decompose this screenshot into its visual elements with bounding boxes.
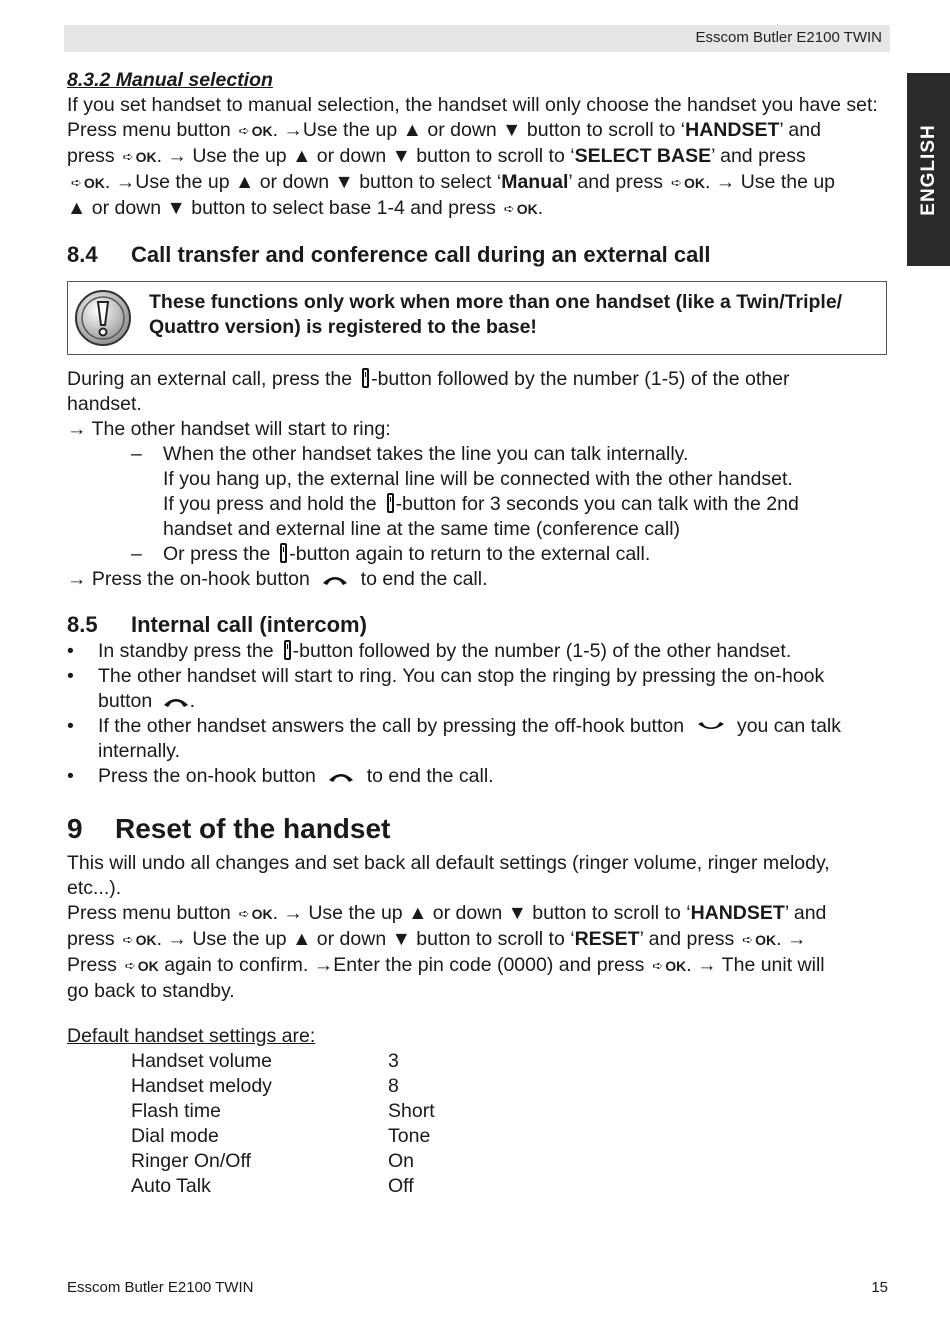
language-tab [907,73,950,266]
bullet-item-3-cont: internally. [98,740,181,762]
text: ’ and press [639,928,735,950]
text: ’ and [779,119,821,141]
text: button [98,690,153,712]
bullet-marker: • [67,640,74,662]
setting-value: Tone [388,1125,431,1147]
warning-note [67,281,887,355]
text: -button for 3 seconds you can talk with the 2nd [395,493,799,515]
settings-row [67,1049,887,1074]
setting-value: On [388,1150,415,1172]
section-9-intro: This will undo all changes and set back all default settings (ringer volume, ringer melody, etc...). [67,852,830,899]
bullet-item-2 [67,664,887,689]
on-hook-icon [327,770,355,784]
text: When the other handset takes the line you can talk internally. [163,443,689,465]
ok-label: OK [665,958,687,974]
text: If the other handset answers the call by pressing the off-hook button [98,715,685,737]
section-title: Reset of the handset [115,813,391,844]
handset-talk-icon [280,543,287,563]
ok-label: OK [516,201,538,217]
language-tab-label: ENGLISH [917,123,939,216]
ok-label: OK [137,958,159,974]
on-hook-icon [162,695,190,709]
default-settings-title: Default handset settings are: [67,1025,316,1047]
text: . → The unit will [686,954,825,976]
text: . →Use the up ▲ or down ▼ button to scroll to ‘ [272,119,686,141]
handset-talk-icon [387,493,394,513]
text: again to confirm. →Enter the pin code (0000) and press [164,954,645,976]
text: . → Use the up [704,171,836,193]
setting-name: Handset volume [131,1050,272,1072]
text: . → [776,928,807,950]
text: Press menu button [67,902,231,924]
text: SELECT BASE [574,145,712,167]
text: Press the on-hook button [98,765,316,787]
page-content [67,68,887,1199]
section-832-line3 [67,170,887,196]
setting-name: Auto Talk [131,1175,211,1197]
section-832-line2 [67,144,887,170]
bullet-item-3 [67,714,887,739]
text: If you press and hold the [163,493,377,515]
setting-value: Short [388,1100,435,1122]
section-84-para1b: handset. [67,393,142,415]
section-title: Internal call (intercom) [131,612,367,637]
ok-label: OK [83,175,105,191]
settings-row [67,1149,887,1174]
menu-ok-icon: ➪ [652,958,664,973]
dash-item-1-cont2 [67,492,887,517]
text: During an external call, press the [67,368,353,390]
setting-name: Handset melody [131,1075,272,1097]
text: Or press the [163,543,271,565]
section-832-line1 [67,118,887,144]
footer-title: Esscom Butler E2100 TWIN [67,1279,254,1296]
text: ▲ or down ▼ button to select base 1-4 and press [67,197,496,219]
menu-ok-icon: ➪ [742,932,754,947]
bullet-marker: • [67,715,74,737]
on-hook-icon [321,573,349,587]
bullet-marker: • [67,665,74,687]
section-number: 8.5 [67,612,98,637]
section-832-title: 8.3.2 Manual selection [67,69,273,91]
section-9-line4: go back to standby. [67,980,235,1002]
text: . [189,690,196,712]
text: In standby press the [98,640,274,662]
settings-row [67,1074,887,1099]
text: RESET [574,928,640,950]
text: press [67,928,115,950]
section-84-para3 [67,567,887,592]
section-84-para2: → The other handset will start to ring: [67,418,391,440]
section-title: Call transfer and conference call during an external call [131,242,711,267]
ok-label: OK [251,906,273,922]
default-settings [67,1024,887,1199]
section-84-para1 [67,367,887,392]
section-number: 9 [67,813,83,844]
text: . → Use the up ▲ or down ▼ button to scroll to ‘ [156,145,575,167]
menu-ok-icon: ➪ [122,149,134,164]
ok-label: OK [135,149,157,165]
setting-value: 3 [388,1050,399,1072]
menu-ok-icon: ➪ [122,932,134,947]
text: ’ and press [568,171,664,193]
settings-row [67,1174,887,1199]
text: → Press the on-hook button [67,568,310,590]
text: to end the call. [360,568,488,590]
setting-value: 8 [388,1075,399,1097]
section-84-heading [67,242,887,267]
dash-item-1 [67,442,887,467]
text: -button followed by the number (1-5) of the other [371,368,790,390]
text: Press [67,954,117,976]
dash-marker: – [131,443,142,465]
dash-item-1-cont: If you hang up, the external line will be connected with the other handset. [163,468,793,490]
menu-ok-icon: ➪ [671,175,682,190]
menu-ok-icon: ➪ [71,175,82,190]
section-number: 8.4 [67,242,98,267]
text: -button followed by the number (1-5) of the other handset. [292,640,792,662]
text: . [537,197,544,219]
setting-name: Dial mode [131,1125,219,1147]
text: HANDSET [690,902,785,924]
setting-name: Ringer On/Off [131,1150,251,1172]
dash-item-1-cont3: handset and external line at the same time (conference call) [163,518,681,540]
ok-label: OK [251,123,273,139]
setting-name: Flash time [131,1100,221,1122]
off-hook-icon [696,720,726,734]
dash-item-2 [67,542,887,567]
menu-ok-icon: ➪ [124,958,136,973]
page-number: 15 [871,1279,888,1296]
text: Manual [501,171,569,193]
text: HANDSET [685,119,780,141]
text: to end the call. [366,765,494,787]
dash-marker: – [131,543,142,565]
menu-ok-icon: ➪ [503,201,515,216]
setting-value: Off [388,1175,414,1197]
section-9-line1 [67,901,887,927]
text: you can talk [736,715,841,737]
text: -button again to return to the external call. [289,543,651,565]
ok-label: OK [683,175,705,191]
bullet-marker: • [67,765,74,787]
settings-row [67,1124,887,1149]
settings-row [67,1099,887,1124]
menu-ok-icon: ➪ [238,123,250,138]
section-9-line3 [67,953,887,979]
section-85-heading [67,612,887,637]
handset-talk-icon [284,640,291,660]
menu-ok-icon: ➪ [238,906,250,921]
header-bar [64,25,890,52]
ok-label: OK [135,932,157,948]
ok-label: OK [755,932,777,948]
text: ’ and press [711,145,806,167]
text: ’ and [784,902,827,924]
section-9-line2 [67,927,887,953]
header-title: Esscom Butler E2100 TWIN [695,29,882,46]
bullet-item-2-cont [67,689,887,714]
section-832-line4 [67,196,887,222]
warning-note-text: These functions only work when more than one handset (like a Twin/Triple/ Quattro version) is registered to the base! [149,291,843,338]
text: The other handset will start to ring. You can stop the ringing by pressing the on-hook [98,665,825,687]
section-832-intro: If you set handset to manual selection, the handset will only choose the handset you have set: [67,94,878,116]
bullet-item-4 [67,764,887,789]
text: . →Use the up ▲ or down ▼ button to select ‘ [104,171,502,193]
exclamation-warning-icon [74,289,132,347]
handset-talk-icon [362,368,369,388]
text: Press menu button [67,119,231,141]
text: . → Use the up ▲ or down ▼ button to scroll to ‘ [272,902,691,924]
bullet-item-1 [67,639,887,664]
text: . → Use the up ▲ or down ▼ button to scroll to ‘ [156,928,575,950]
section-9-heading [67,813,887,845]
text: press [67,145,115,167]
